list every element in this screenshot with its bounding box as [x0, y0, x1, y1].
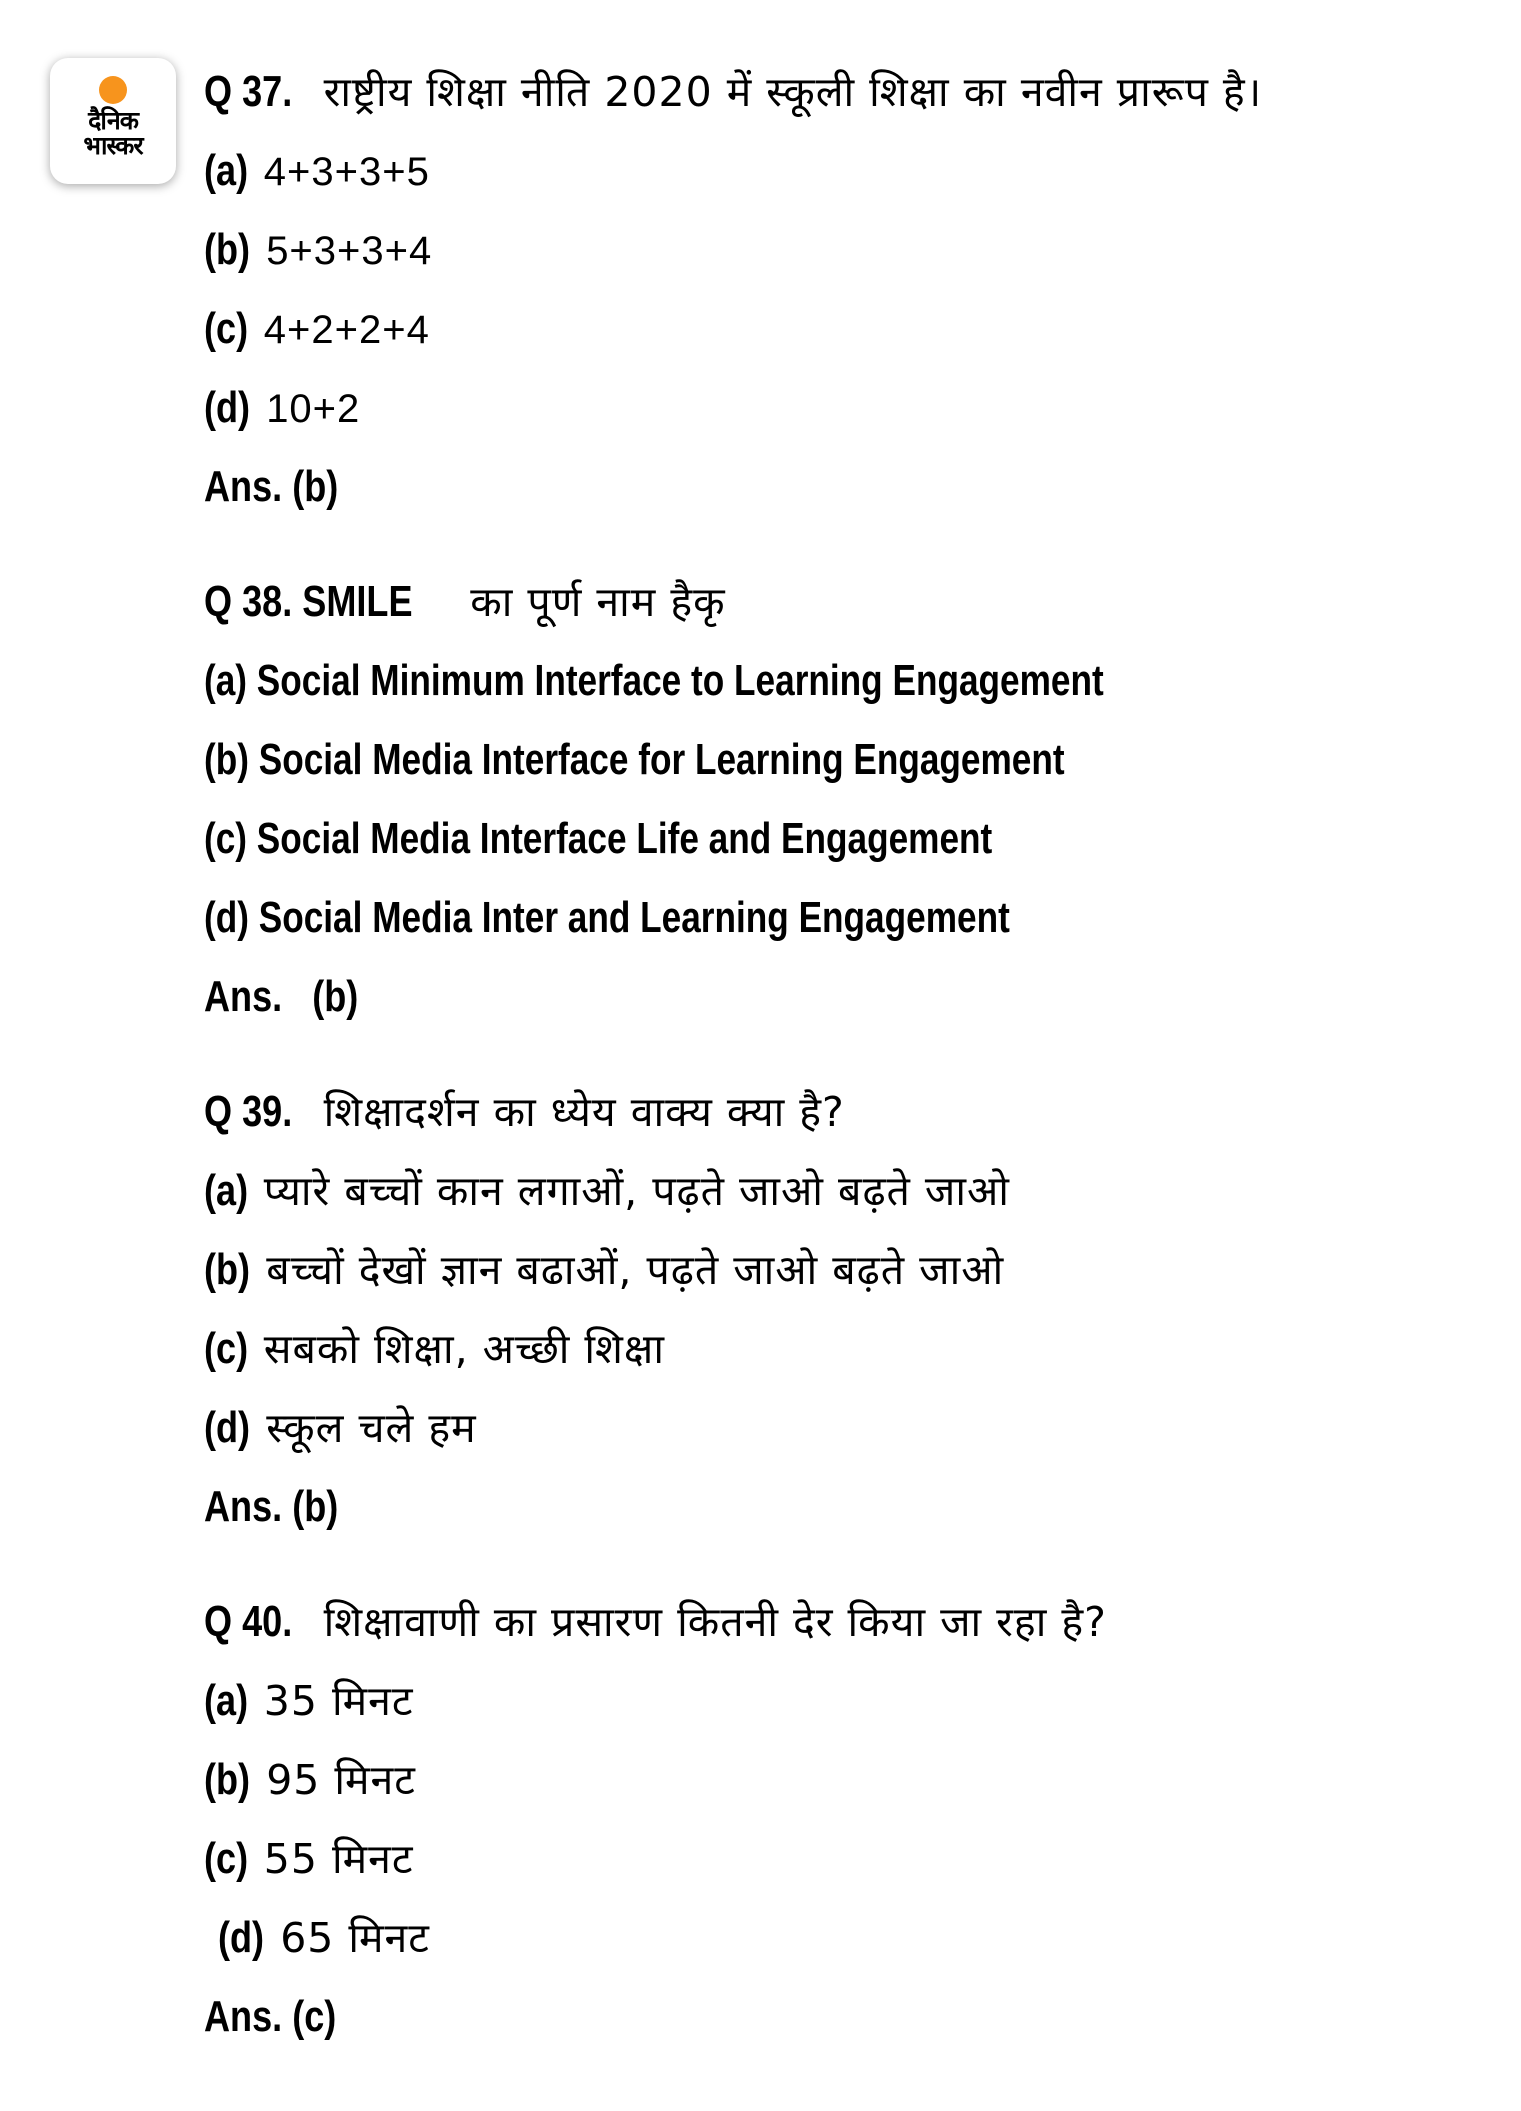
logo-wordmark — [83, 108, 142, 158]
question-block — [204, 52, 1494, 526]
option-label: (a) — [204, 1166, 249, 1215]
option-a — [204, 1151, 1494, 1230]
option-b — [204, 210, 1494, 289]
option-text: 95 मिनट — [266, 1756, 416, 1804]
question-text: राष्ट्रीय शिक्षा नीति 2020 में स्कूली शिक्षा का नवीन प्रारूप है। — [323, 68, 1263, 116]
answer — [204, 957, 1494, 1036]
option-text: (a) Social Minimum Interface to Learning Engagement — [204, 656, 1104, 705]
option-text: 5+3+3+4 — [266, 229, 433, 273]
option-text: 35 मिनट — [263, 1677, 414, 1725]
option-a — [204, 131, 1494, 210]
answer-text: Ans. (b) — [204, 462, 339, 511]
logo-line-1: दैनिक — [88, 106, 138, 135]
option-text: बच्चों देखों ज्ञान बढाओं, पढ़ते जाओ बढ़ते जाओ — [266, 1246, 1005, 1294]
option-text: 4+3+3+5 — [263, 150, 430, 194]
dainik-bhaskar-logo — [50, 58, 176, 184]
question-title — [204, 562, 1494, 641]
option-d — [204, 878, 1494, 957]
question-text: शिक्षावाणी का प्रसारण कितनी देर किया जा रहा है? — [323, 1598, 1107, 1646]
answer-text: Ans. (b) — [204, 1482, 339, 1531]
option-d — [204, 1898, 1494, 1977]
option-text: (b) Social Media Interface for Learning Engagement — [204, 735, 1065, 784]
question-title — [204, 1072, 1494, 1151]
option-b — [204, 720, 1494, 799]
question-number: Q 40. — [204, 1597, 293, 1646]
option-a — [204, 1661, 1494, 1740]
logo-sun-dot-icon — [99, 76, 127, 104]
option-label: (c) — [204, 1324, 249, 1373]
question-number: Q 37. — [204, 67, 293, 116]
option-c — [204, 799, 1494, 878]
option-b — [204, 1230, 1494, 1309]
question-number: Q 39. — [204, 1087, 293, 1136]
option-label: (b) — [204, 1755, 251, 1804]
question-text: का पूर्ण नाम हैकृ — [470, 578, 726, 626]
question-list — [204, 52, 1494, 2092]
question-number: Q 38. SMILE — [204, 577, 413, 626]
option-c — [204, 1309, 1494, 1388]
option-d — [204, 368, 1494, 447]
logo-line-2: भास्कर — [83, 131, 143, 160]
option-b — [204, 1740, 1494, 1819]
answer — [204, 447, 1494, 526]
option-a — [204, 641, 1494, 720]
option-text: 4+2+2+4 — [263, 308, 430, 352]
option-text: स्कूल चले हम — [266, 1404, 477, 1452]
question-block — [204, 562, 1494, 1036]
option-label: (c) — [204, 304, 249, 353]
option-text: (d) Social Media Inter and Learning Engagement — [204, 893, 1010, 942]
answer — [204, 1977, 1494, 2056]
option-text: 10+2 — [266, 387, 361, 431]
option-label: (b) — [204, 1245, 251, 1294]
option-text: सबको शिक्षा, अच्छी शिक्षा — [263, 1325, 665, 1373]
option-d — [204, 1388, 1494, 1467]
question-title — [204, 52, 1494, 131]
answer-text: Ans. (b) — [204, 972, 359, 1021]
question-block — [204, 1072, 1494, 1546]
option-text: (c) Social Media Interface Life and Engagement — [204, 814, 993, 863]
option-label: (b) — [204, 225, 251, 274]
option-text: 65 मिनट — [280, 1914, 430, 1962]
option-c — [204, 1819, 1494, 1898]
question-block — [204, 1582, 1494, 2056]
option-label: (d) — [204, 383, 251, 432]
question-title — [204, 1582, 1494, 1661]
option-text: 55 मिनट — [263, 1835, 414, 1883]
option-text: प्यारे बच्चों कान लगाओं, पढ़ते जाओ बढ़ते जाओ — [263, 1167, 1010, 1215]
option-label: (c) — [204, 1834, 249, 1883]
option-label: (a) — [204, 146, 249, 195]
option-label: (d) — [218, 1913, 265, 1962]
answer-text: Ans. (c) — [204, 1992, 337, 2041]
option-c — [204, 289, 1494, 368]
question-text: शिक्षादर्शन का ध्येय वाक्य क्या है? — [323, 1088, 845, 1136]
option-label: (d) — [204, 1403, 251, 1452]
option-label: (a) — [204, 1676, 249, 1725]
answer — [204, 1467, 1494, 1546]
